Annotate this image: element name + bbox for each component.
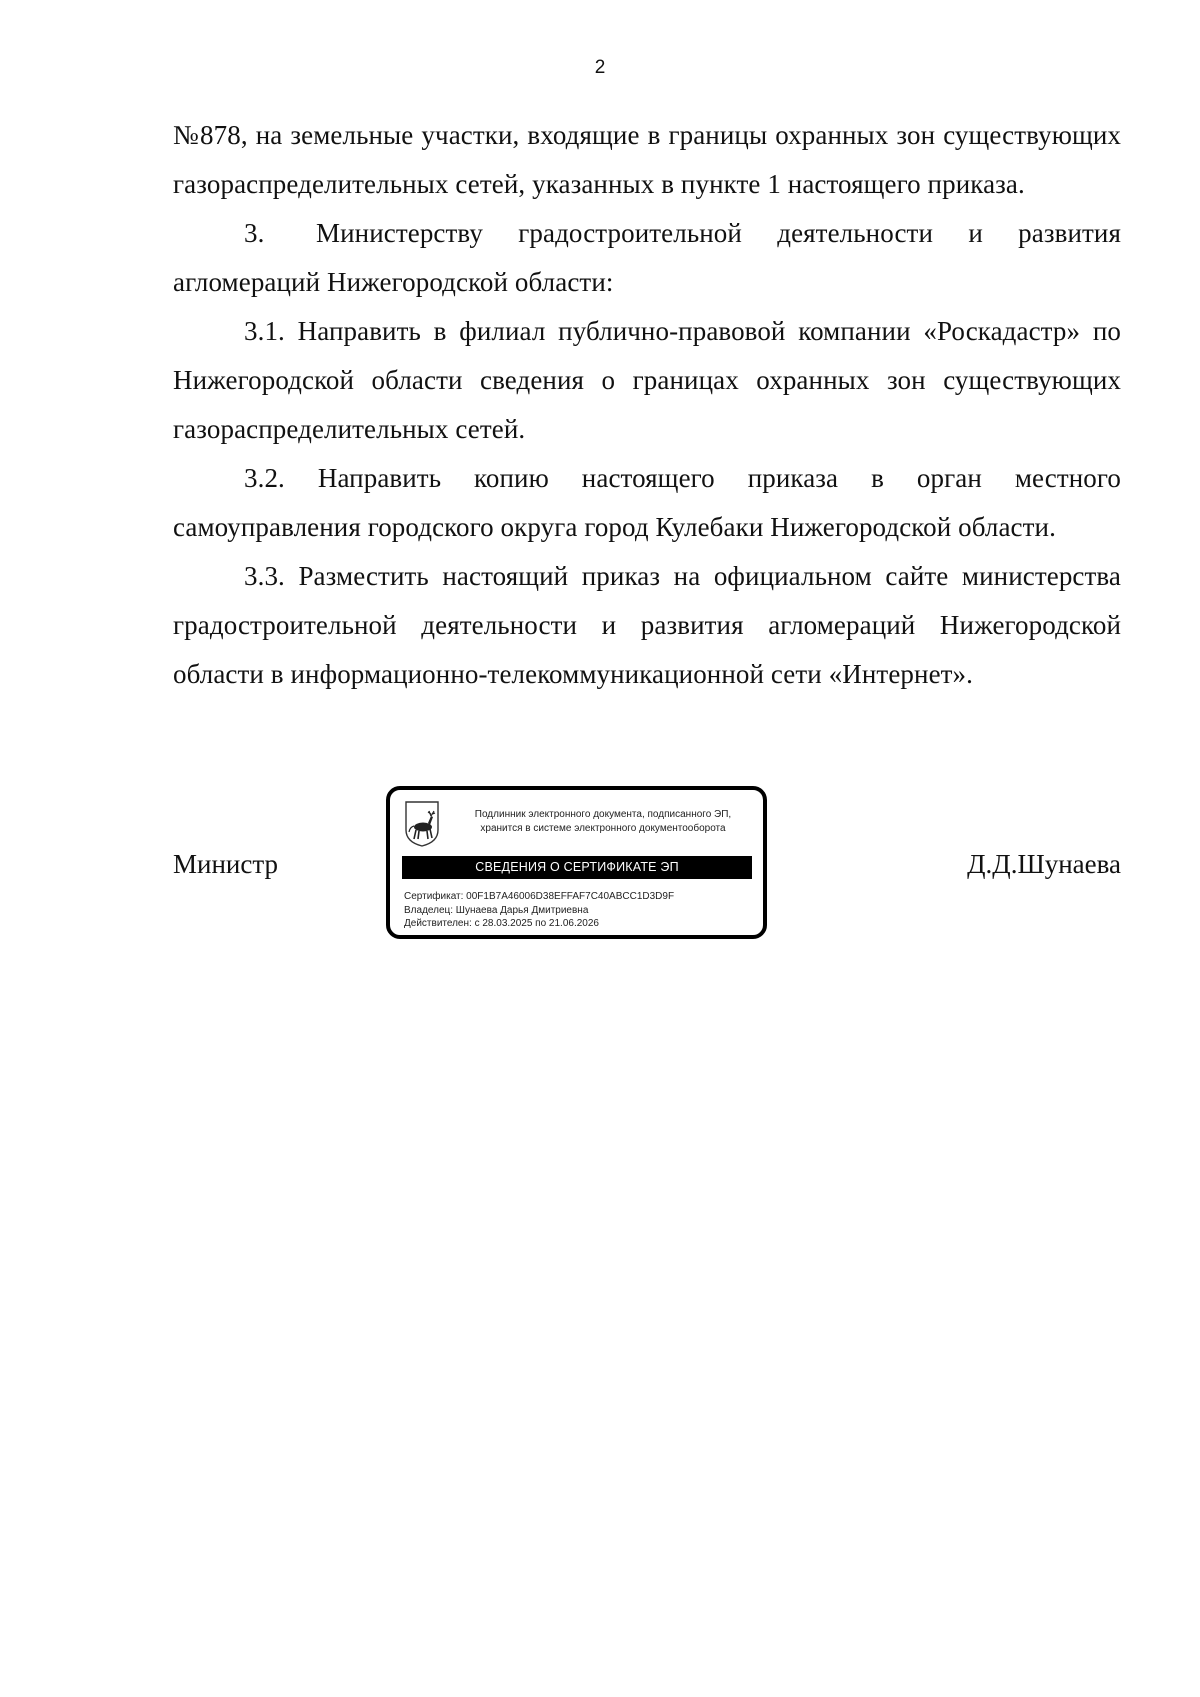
signatory-name: Д.Д.Шунаева xyxy=(967,849,1121,879)
stamp-note-line-2: хранится в системе электронного документооборота xyxy=(480,823,726,834)
page-number: 2 xyxy=(594,57,606,78)
paragraph-item-3-1: 3.1. Направить в филиал публично-правовой компании «Роскадастр» по Нижегородской области сведения о границах охранных зон существующих газораспределительных сетей. xyxy=(173,316,1121,444)
electronic-signature-stamp xyxy=(386,786,767,939)
paragraph-item-3 xyxy=(173,209,1121,307)
paragraph-item-3-3: 3.3. Разместить настоящий приказ на официальном сайте министерства градостроительной деятельности и развития агломераций Нижегородской области в информационно-телекоммуникационной сети «Интернет». xyxy=(173,561,1121,689)
document-body xyxy=(173,111,1121,699)
paragraph-continuation: №878, на земельные участки, входящие в границы охранных зон существующих газораспределительных сетей, указанных в пункте 1 настоящего приказа. xyxy=(173,120,1121,199)
stamp-note xyxy=(450,808,756,836)
paragraph-text: Министерству градостроительной деятельности и развития агломераций Нижегородской области: xyxy=(173,218,1121,297)
certificate-details xyxy=(404,890,674,931)
paragraph-item-3-2: 3.2. Направить копию настоящего приказа в орган местного самоуправления городского округа город Кулебаки Нижегородской области. xyxy=(173,463,1121,542)
certificate-owner: Владелец: Шунаева Дарья Дмитриевна xyxy=(404,904,589,916)
signatory-position: Министр xyxy=(173,849,278,879)
certificate-validity: Действителен: с 28.03.2025 по 21.06.2026 xyxy=(404,918,599,929)
paragraph-number: 3. xyxy=(244,218,265,248)
stamp-banner: СВЕДЕНИЯ О СЕРТИФИКАТЕ ЭП xyxy=(402,856,752,879)
certificate-number: Сертификат: 00F1B7A46006D38EFFAF7C40ABCC1D3D9F xyxy=(404,891,675,902)
stamp-note-line-1: Подлинник электронного документа, подписанного ЭП, xyxy=(474,809,732,820)
signature-block xyxy=(173,786,1121,946)
nizhny-novgorod-coat-of-arms-icon xyxy=(403,800,441,848)
